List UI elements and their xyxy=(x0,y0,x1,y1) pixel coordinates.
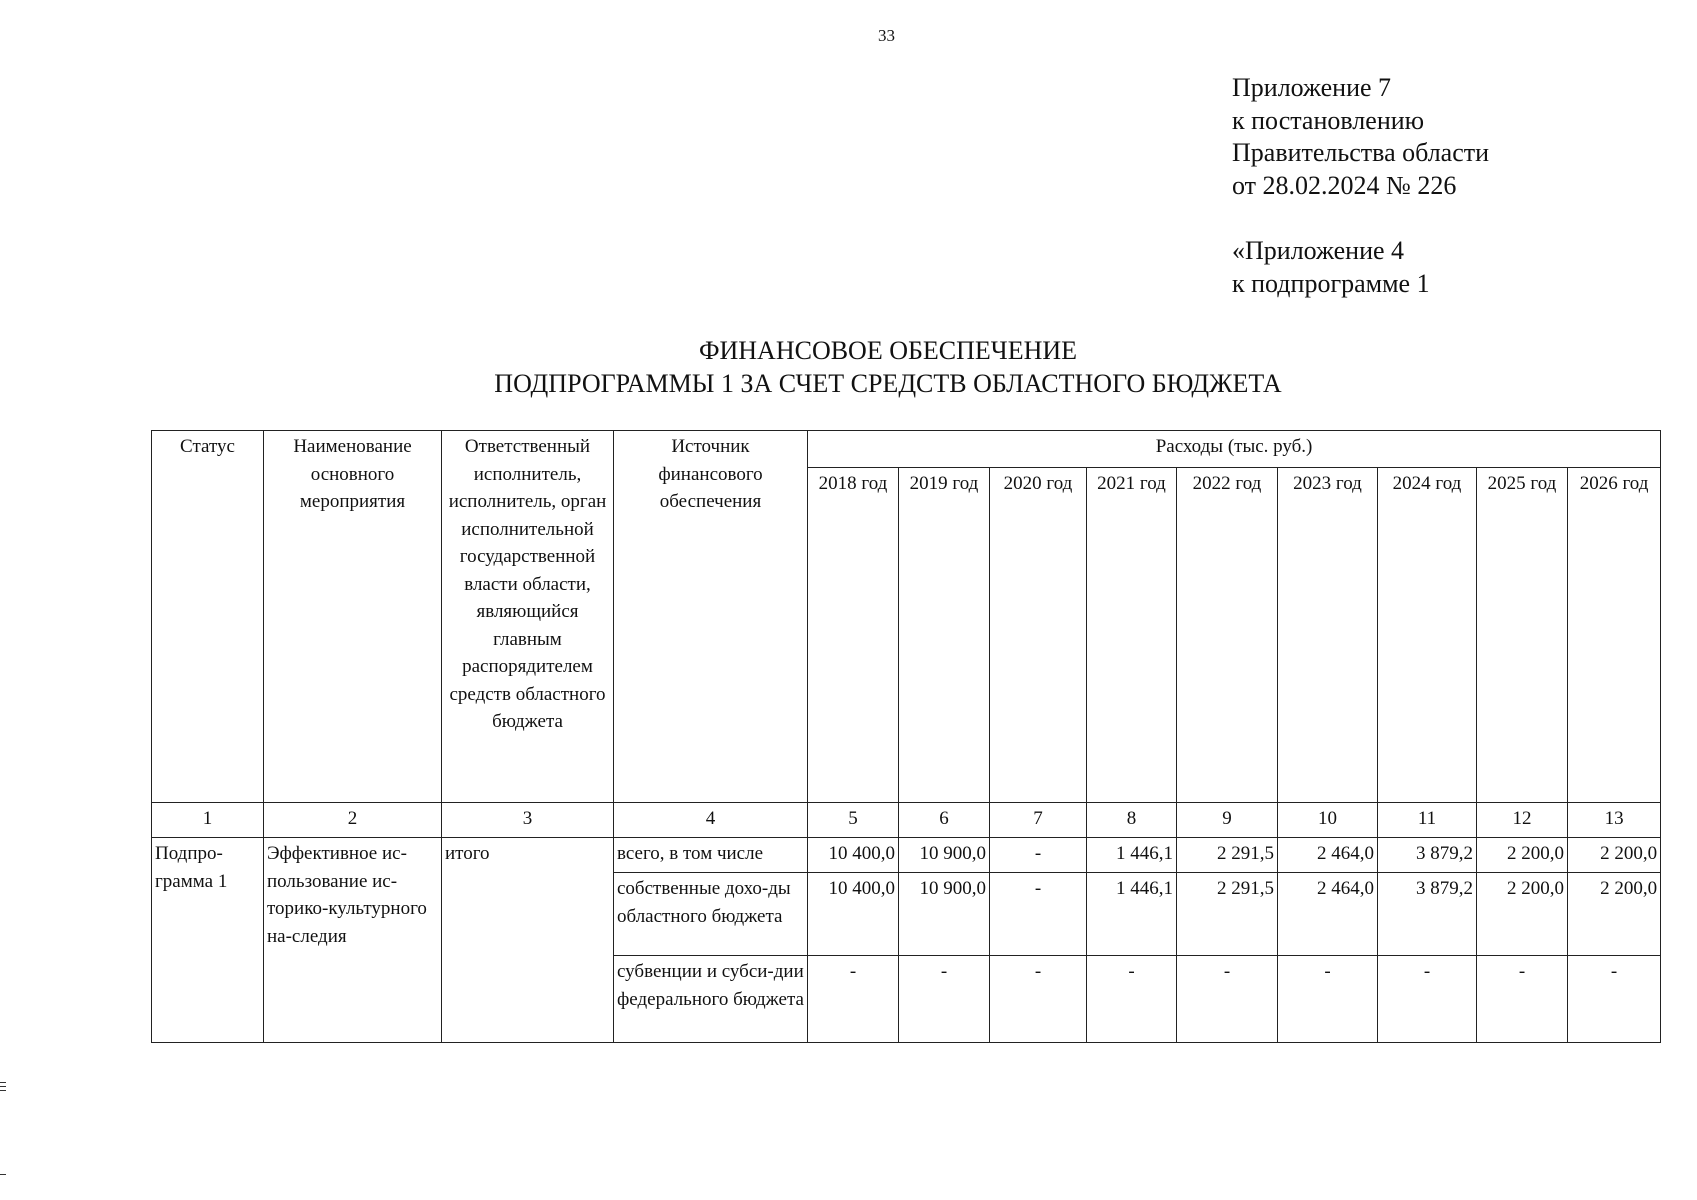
column-number: 7 xyxy=(990,803,1087,838)
header-executor: Ответственный исполнитель, исполнитель, орган исполнительной государственной власти области, являющийся главным распорядителем средств областного бюджета xyxy=(442,431,614,803)
header-year: 2018 год xyxy=(808,468,899,803)
value-cell: 10 900,0 xyxy=(899,838,990,873)
appendix-line: к постановлению xyxy=(1232,105,1425,135)
source-label: всего, в том числе xyxy=(614,838,808,873)
appendix-line: к подпрограмме 1 xyxy=(1232,268,1430,298)
row-executor: итого xyxy=(442,838,614,1043)
column-number: 9 xyxy=(1177,803,1278,838)
value-cell: 10 400,0 xyxy=(808,873,899,956)
financing-table xyxy=(151,430,1661,1043)
table-row xyxy=(152,838,1661,873)
page-number: 33 xyxy=(878,26,895,45)
title-line-2: ПОДПРОГРАММЫ 1 ЗА СЧЕТ СРЕДСТВ ОБЛАСТНОГО БЮДЖЕТА xyxy=(494,369,1282,398)
source-label: собственные дохо-ды областного бюджета xyxy=(614,873,808,956)
appendix-line: Приложение 7 xyxy=(1232,73,1392,102)
column-number: 11 xyxy=(1378,803,1477,838)
header-expenses: Расходы (тыс. руб.) xyxy=(808,431,1661,468)
header-year: 2020 год xyxy=(990,468,1087,803)
column-number: 5 xyxy=(808,803,899,838)
value-cell: 2 464,0 xyxy=(1278,873,1378,956)
column-number: 2 xyxy=(264,803,442,838)
value-cell: - xyxy=(1378,956,1477,1043)
appendix-line: от 28.02.2024 № 226 xyxy=(1232,170,1457,200)
column-number: 4 xyxy=(614,803,808,838)
value-cell: - xyxy=(1177,956,1278,1043)
title-line-1: ФИНАНСОВОЕ ОБЕСПЕЧЕНИЕ xyxy=(698,336,1078,365)
appendix-reference xyxy=(1232,72,1489,300)
value-cell: 2 200,0 xyxy=(1568,838,1661,873)
value-cell: - xyxy=(1568,956,1661,1043)
value-cell: - xyxy=(808,956,899,1043)
value-cell: 1 446,1 xyxy=(1087,873,1177,956)
row-name: Эффективное ис-пользование ис-торико-культурного на-следия xyxy=(264,838,442,1043)
header-year: 2022 год xyxy=(1177,468,1278,803)
value-cell: - xyxy=(1278,956,1378,1043)
scan-edge-mark xyxy=(0,1174,6,1175)
header-source: Источник финансового обеспечения xyxy=(614,431,808,803)
value-cell: 10 900,0 xyxy=(899,873,990,956)
source-label: субвенции и субси-дии федерального бюджета xyxy=(614,956,808,1043)
header-year: 2025 год xyxy=(1477,468,1568,803)
header-name: Наименование основного мероприятия xyxy=(264,431,442,803)
value-cell: - xyxy=(1477,956,1568,1043)
value-cell: - xyxy=(990,873,1087,956)
scan-edge-mark xyxy=(0,1090,6,1091)
document-title xyxy=(0,334,1697,400)
header-year: 2026 год xyxy=(1568,468,1661,803)
column-number: 13 xyxy=(1568,803,1661,838)
value-cell: 3 879,2 xyxy=(1378,873,1477,956)
header-year: 2023 год xyxy=(1278,468,1378,803)
column-number: 10 xyxy=(1278,803,1378,838)
value-cell: - xyxy=(899,956,990,1043)
value-cell: 3 879,2 xyxy=(1378,838,1477,873)
value-cell: 10 400,0 xyxy=(808,838,899,873)
scan-edge-mark xyxy=(0,1086,6,1087)
appendix-line: Правительства области xyxy=(1232,138,1490,167)
column-number: 12 xyxy=(1477,803,1568,838)
column-number: 1 xyxy=(152,803,264,838)
value-cell: - xyxy=(990,956,1087,1043)
row-status: Подпро-грамма 1 xyxy=(152,838,264,1043)
scan-edge-mark xyxy=(0,1082,6,1083)
appendix-line: «Приложение 4 xyxy=(1232,236,1405,265)
header-year: 2019 год xyxy=(899,468,990,803)
column-number: 8 xyxy=(1087,803,1177,838)
value-cell: 2 291,5 xyxy=(1177,873,1278,956)
header-status: Статус xyxy=(152,431,264,803)
column-number: 3 xyxy=(442,803,614,838)
column-number: 6 xyxy=(899,803,990,838)
value-cell: 2 200,0 xyxy=(1568,873,1661,956)
value-cell: 1 446,1 xyxy=(1087,838,1177,873)
header-year: 2024 год xyxy=(1378,468,1477,803)
value-cell: - xyxy=(990,838,1087,873)
value-cell: 2 200,0 xyxy=(1477,838,1568,873)
value-cell: 2 200,0 xyxy=(1477,873,1568,956)
value-cell: - xyxy=(1087,956,1177,1043)
header-year: 2021 год xyxy=(1087,468,1177,803)
value-cell: 2 291,5 xyxy=(1177,838,1278,873)
value-cell: 2 464,0 xyxy=(1278,838,1378,873)
